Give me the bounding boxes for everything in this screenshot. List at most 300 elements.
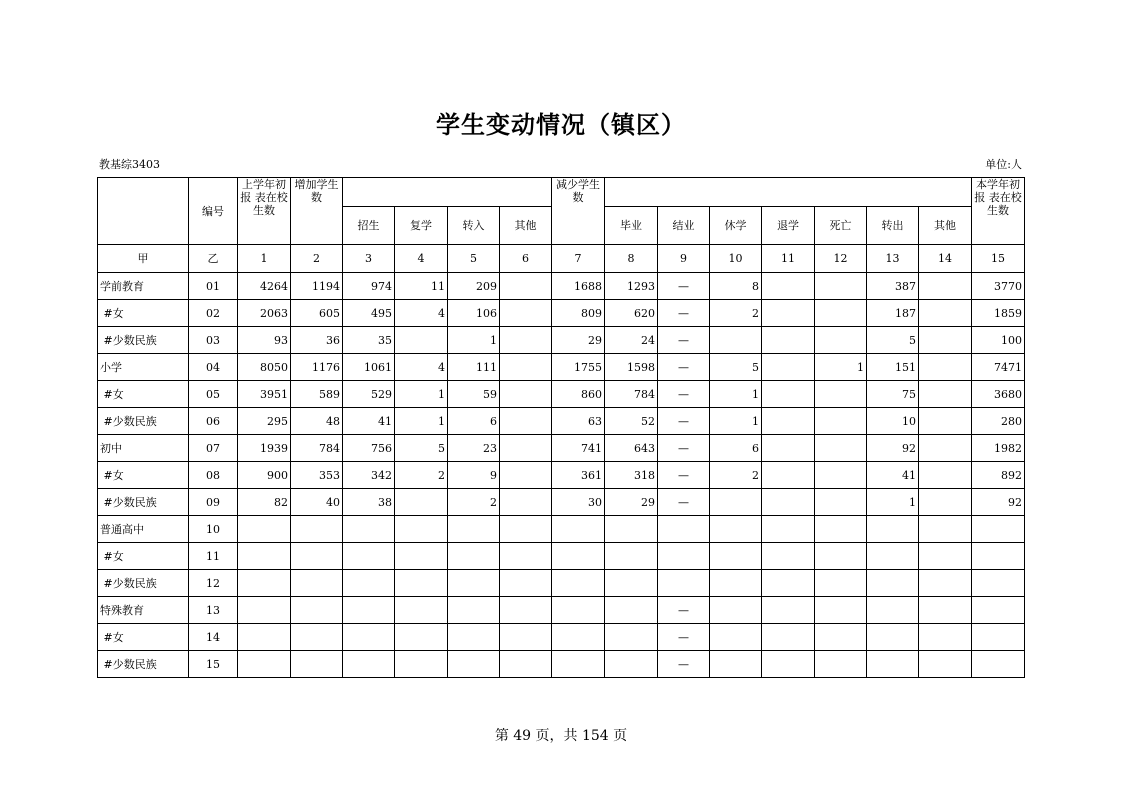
data-cell: 620 — [605, 300, 658, 327]
data-cell: 892 — [972, 462, 1025, 489]
data-cell: 52 — [605, 408, 658, 435]
data-cell — [762, 597, 815, 624]
row-code: 05 — [189, 381, 238, 408]
data-cell — [343, 570, 395, 597]
data-cell — [867, 624, 919, 651]
data-cell: 2 — [395, 462, 448, 489]
table-row — [98, 300, 1025, 327]
data-cell — [762, 435, 815, 462]
data-cell — [500, 597, 552, 624]
data-cell — [395, 516, 448, 543]
data-cell — [867, 570, 919, 597]
data-cell — [919, 597, 972, 624]
table-row — [98, 408, 1025, 435]
data-cell: 353 — [291, 462, 343, 489]
data-cell: 38 — [343, 489, 395, 516]
data-cell — [500, 651, 552, 678]
data-cell — [762, 624, 815, 651]
data-cell: 1 — [815, 354, 867, 381]
data-cell — [605, 516, 658, 543]
data-cell — [500, 435, 552, 462]
data-cell — [500, 327, 552, 354]
column-index-cell: 1 — [238, 245, 291, 273]
data-cell — [500, 462, 552, 489]
header-increase-group — [343, 178, 552, 207]
data-cell — [500, 300, 552, 327]
header-dec-sub: 毕业 — [605, 207, 658, 245]
data-cell — [815, 651, 867, 678]
data-cell: 59 — [448, 381, 500, 408]
header-dec-sub: 退学 — [762, 207, 815, 245]
data-cell: 5 — [710, 354, 762, 381]
data-cell — [919, 354, 972, 381]
data-cell: 1 — [395, 381, 448, 408]
data-cell: 82 — [238, 489, 291, 516]
data-cell — [291, 543, 343, 570]
header-decrease-group — [605, 178, 972, 207]
header-inc-sub: 复学 — [395, 207, 448, 245]
data-cell: 1 — [395, 408, 448, 435]
header-end: 本学年初报 表在校生数 — [972, 178, 1025, 245]
header-dec-sub: 转出 — [867, 207, 919, 245]
data-cell: 2 — [710, 300, 762, 327]
data-cell — [762, 489, 815, 516]
column-index-cell: 乙 — [189, 245, 238, 273]
data-cell — [762, 543, 815, 570]
data-cell — [919, 651, 972, 678]
data-cell: 495 — [343, 300, 395, 327]
header-begin: 上学年初报 表在校生数 — [238, 178, 291, 245]
data-cell — [710, 624, 762, 651]
data-cell — [500, 624, 552, 651]
data-cell — [815, 381, 867, 408]
row-code: 14 — [189, 624, 238, 651]
header-dec-sub: 结业 — [658, 207, 710, 245]
data-cell — [448, 543, 500, 570]
data-cell: 5 — [867, 327, 919, 354]
data-cell: 29 — [605, 489, 658, 516]
column-index-cell: 6 — [500, 245, 552, 273]
column-index-cell: 3 — [343, 245, 395, 273]
row-code: 15 — [189, 651, 238, 678]
data-cell — [658, 543, 710, 570]
data-cell: 5 — [395, 435, 448, 462]
data-cell — [919, 435, 972, 462]
row-code: 01 — [189, 273, 238, 300]
data-cell: 75 — [867, 381, 919, 408]
data-cell: 643 — [605, 435, 658, 462]
column-index-cell: 甲 — [98, 245, 189, 273]
data-cell — [919, 543, 972, 570]
data-cell — [762, 651, 815, 678]
data-cell — [395, 570, 448, 597]
data-cell — [448, 570, 500, 597]
data-cell — [867, 516, 919, 543]
data-cell — [500, 381, 552, 408]
data-cell — [919, 381, 972, 408]
data-cell: — — [658, 597, 710, 624]
data-cell: 2 — [710, 462, 762, 489]
data-cell — [919, 273, 972, 300]
data-cell: 1293 — [605, 273, 658, 300]
header-num: 编号 — [189, 178, 238, 245]
column-index-cell: 5 — [448, 245, 500, 273]
data-cell — [238, 543, 291, 570]
data-cell: 7471 — [972, 354, 1025, 381]
data-cell — [972, 597, 1025, 624]
data-cell: — — [658, 354, 710, 381]
data-cell — [448, 597, 500, 624]
data-cell — [552, 651, 605, 678]
data-cell: 6 — [448, 408, 500, 435]
page-title: 学生变动情况（镇区） — [436, 111, 686, 139]
row-label: #少数民族 — [98, 570, 189, 597]
data-cell — [658, 570, 710, 597]
data-cell — [815, 435, 867, 462]
data-cell — [919, 570, 972, 597]
column-index-cell: 14 — [919, 245, 972, 273]
student-change-table — [97, 177, 1025, 678]
data-cell: 24 — [605, 327, 658, 354]
data-cell: 187 — [867, 300, 919, 327]
column-index-cell: 10 — [710, 245, 762, 273]
data-cell: 756 — [343, 435, 395, 462]
data-cell — [395, 651, 448, 678]
data-cell — [291, 651, 343, 678]
row-code: 08 — [189, 462, 238, 489]
data-cell: 63 — [552, 408, 605, 435]
data-cell: 741 — [552, 435, 605, 462]
data-cell: 1 — [448, 327, 500, 354]
table-row — [98, 354, 1025, 381]
data-cell — [343, 651, 395, 678]
data-cell — [658, 516, 710, 543]
data-cell: 387 — [867, 273, 919, 300]
table-row — [98, 489, 1025, 516]
header-dec-sub: 休学 — [710, 207, 762, 245]
data-cell: 342 — [343, 462, 395, 489]
data-cell: 361 — [552, 462, 605, 489]
row-code: 07 — [189, 435, 238, 462]
data-cell: 111 — [448, 354, 500, 381]
data-cell — [919, 408, 972, 435]
data-cell: 860 — [552, 381, 605, 408]
data-cell — [710, 570, 762, 597]
data-cell — [972, 543, 1025, 570]
row-code: 02 — [189, 300, 238, 327]
data-cell — [395, 327, 448, 354]
data-cell — [238, 570, 291, 597]
row-code: 11 — [189, 543, 238, 570]
data-cell — [238, 516, 291, 543]
data-cell — [762, 273, 815, 300]
row-label: #女 — [98, 381, 189, 408]
data-cell — [395, 624, 448, 651]
data-cell — [972, 624, 1025, 651]
data-cell — [238, 597, 291, 624]
data-cell — [762, 354, 815, 381]
data-cell — [500, 354, 552, 381]
data-cell: — — [658, 300, 710, 327]
data-cell: 92 — [867, 435, 919, 462]
data-cell: 1 — [867, 489, 919, 516]
data-cell — [343, 624, 395, 651]
data-cell — [605, 570, 658, 597]
data-cell — [762, 408, 815, 435]
data-cell — [291, 624, 343, 651]
data-cell — [815, 570, 867, 597]
data-cell: 318 — [605, 462, 658, 489]
row-label: #女 — [98, 543, 189, 570]
data-cell: 35 — [343, 327, 395, 354]
table-row — [98, 570, 1025, 597]
page-footer: 第 49 页，共 154 页 — [494, 728, 628, 744]
unit-label: 单位:人 — [985, 158, 1022, 171]
row-label: #少数民族 — [98, 327, 189, 354]
data-cell: 23 — [448, 435, 500, 462]
data-cell: 605 — [291, 300, 343, 327]
row-label: 小学 — [98, 354, 189, 381]
data-cell — [815, 462, 867, 489]
data-cell — [448, 651, 500, 678]
data-cell — [500, 570, 552, 597]
row-label: #少数民族 — [98, 408, 189, 435]
data-cell — [762, 516, 815, 543]
data-cell — [762, 381, 815, 408]
data-cell — [500, 489, 552, 516]
data-cell: 1982 — [972, 435, 1025, 462]
data-cell — [919, 300, 972, 327]
data-cell — [815, 300, 867, 327]
data-cell — [552, 543, 605, 570]
data-cell — [762, 300, 815, 327]
table-row — [98, 597, 1025, 624]
data-cell — [448, 516, 500, 543]
row-label: #女 — [98, 300, 189, 327]
data-cell — [500, 543, 552, 570]
data-cell — [238, 624, 291, 651]
data-cell: 784 — [605, 381, 658, 408]
data-cell — [395, 489, 448, 516]
column-index-cell: 7 — [552, 245, 605, 273]
data-cell — [815, 516, 867, 543]
data-cell: 900 — [238, 462, 291, 489]
data-cell — [815, 624, 867, 651]
data-cell — [867, 651, 919, 678]
data-cell — [762, 327, 815, 354]
data-cell — [919, 516, 972, 543]
data-cell: 11 — [395, 273, 448, 300]
table-row — [98, 435, 1025, 462]
data-cell: 9 — [448, 462, 500, 489]
data-cell — [500, 408, 552, 435]
data-cell — [972, 570, 1025, 597]
column-index-cell: 4 — [395, 245, 448, 273]
data-cell — [552, 516, 605, 543]
header-inc-sub: 其他 — [500, 207, 552, 245]
data-cell: — — [658, 381, 710, 408]
data-cell — [762, 462, 815, 489]
data-cell: 6 — [710, 435, 762, 462]
data-cell: 2063 — [238, 300, 291, 327]
header-dec-sub: 其他 — [919, 207, 972, 245]
data-cell — [500, 273, 552, 300]
data-cell — [710, 516, 762, 543]
data-cell: 1939 — [238, 435, 291, 462]
data-cell — [815, 327, 867, 354]
data-cell: 30 — [552, 489, 605, 516]
data-cell — [972, 516, 1025, 543]
row-label: #少数民族 — [98, 651, 189, 678]
table-row — [98, 273, 1025, 300]
data-cell: — — [658, 435, 710, 462]
data-cell: — — [658, 408, 710, 435]
data-cell — [291, 570, 343, 597]
data-cell — [343, 543, 395, 570]
data-cell: 151 — [867, 354, 919, 381]
column-index-cell: 12 — [815, 245, 867, 273]
table-row — [98, 651, 1025, 678]
header-decrease: 减少学生数 — [552, 178, 605, 245]
column-index-cell: 2 — [291, 245, 343, 273]
data-cell: — — [658, 624, 710, 651]
row-label: #女 — [98, 462, 189, 489]
data-cell — [919, 462, 972, 489]
data-cell: 3680 — [972, 381, 1025, 408]
data-cell — [552, 624, 605, 651]
data-cell: 36 — [291, 327, 343, 354]
data-cell — [815, 408, 867, 435]
data-cell: 280 — [972, 408, 1025, 435]
data-cell — [710, 597, 762, 624]
data-cell: 1598 — [605, 354, 658, 381]
header-dec-sub: 死亡 — [815, 207, 867, 245]
header-blank — [98, 178, 189, 245]
data-cell: 809 — [552, 300, 605, 327]
column-index-cell: 8 — [605, 245, 658, 273]
data-cell — [395, 597, 448, 624]
data-cell — [605, 651, 658, 678]
data-cell: 4 — [395, 300, 448, 327]
data-cell — [605, 543, 658, 570]
data-cell: — — [658, 651, 710, 678]
row-code: 10 — [189, 516, 238, 543]
data-cell: 1 — [710, 381, 762, 408]
data-cell: 529 — [343, 381, 395, 408]
row-code: 06 — [189, 408, 238, 435]
data-cell — [815, 273, 867, 300]
row-label: #女 — [98, 624, 189, 651]
data-cell: 1688 — [552, 273, 605, 300]
data-cell — [343, 597, 395, 624]
data-cell — [815, 543, 867, 570]
data-cell: 4264 — [238, 273, 291, 300]
data-cell — [919, 624, 972, 651]
data-cell: — — [658, 327, 710, 354]
table-row — [98, 624, 1025, 651]
data-cell: 4 — [395, 354, 448, 381]
data-cell: 100 — [972, 327, 1025, 354]
data-cell — [867, 543, 919, 570]
data-cell: — — [658, 489, 710, 516]
data-cell — [919, 327, 972, 354]
data-cell — [867, 597, 919, 624]
data-cell: 209 — [448, 273, 500, 300]
data-cell: 10 — [867, 408, 919, 435]
data-cell: 1176 — [291, 354, 343, 381]
data-cell: 8050 — [238, 354, 291, 381]
row-label: 学前教育 — [98, 273, 189, 300]
data-cell — [291, 516, 343, 543]
data-cell — [552, 597, 605, 624]
data-cell: 589 — [291, 381, 343, 408]
column-index-cell: 11 — [762, 245, 815, 273]
data-cell: 3951 — [238, 381, 291, 408]
data-cell: 1 — [710, 408, 762, 435]
data-cell: 48 — [291, 408, 343, 435]
column-index-cell: 15 — [972, 245, 1025, 273]
data-cell — [815, 489, 867, 516]
data-cell — [972, 651, 1025, 678]
data-cell: 92 — [972, 489, 1025, 516]
data-cell — [605, 597, 658, 624]
data-cell: 974 — [343, 273, 395, 300]
data-cell: 41 — [867, 462, 919, 489]
row-code: 13 — [189, 597, 238, 624]
table-row — [98, 327, 1025, 354]
table-row — [98, 462, 1025, 489]
data-cell — [762, 570, 815, 597]
data-cell: 1859 — [972, 300, 1025, 327]
table-row — [98, 381, 1025, 408]
table-row — [98, 516, 1025, 543]
row-code: 09 — [189, 489, 238, 516]
data-cell: 29 — [552, 327, 605, 354]
data-cell — [605, 624, 658, 651]
data-cell — [395, 543, 448, 570]
data-cell: 8 — [710, 273, 762, 300]
data-cell — [710, 327, 762, 354]
data-cell: 106 — [448, 300, 500, 327]
row-code: 04 — [189, 354, 238, 381]
header-increase: 增加学生数 — [291, 178, 343, 245]
column-index-cell: 9 — [658, 245, 710, 273]
header-inc-sub: 转入 — [448, 207, 500, 245]
data-cell: 41 — [343, 408, 395, 435]
data-cell: — — [658, 462, 710, 489]
row-label: 特殊教育 — [98, 597, 189, 624]
data-cell — [291, 597, 343, 624]
data-cell — [919, 489, 972, 516]
table-row — [98, 543, 1025, 570]
data-cell: 1061 — [343, 354, 395, 381]
row-code: 12 — [189, 570, 238, 597]
data-cell — [552, 570, 605, 597]
data-cell — [343, 516, 395, 543]
form-code: 教基综3403 — [99, 158, 160, 171]
data-cell: 2 — [448, 489, 500, 516]
data-cell — [710, 651, 762, 678]
data-cell — [238, 651, 291, 678]
data-cell — [815, 597, 867, 624]
row-label: 初中 — [98, 435, 189, 462]
data-cell — [710, 489, 762, 516]
row-code: 03 — [189, 327, 238, 354]
data-cell — [710, 543, 762, 570]
data-cell — [500, 516, 552, 543]
header-inc-sub: 招生 — [343, 207, 395, 245]
data-cell: — — [658, 273, 710, 300]
